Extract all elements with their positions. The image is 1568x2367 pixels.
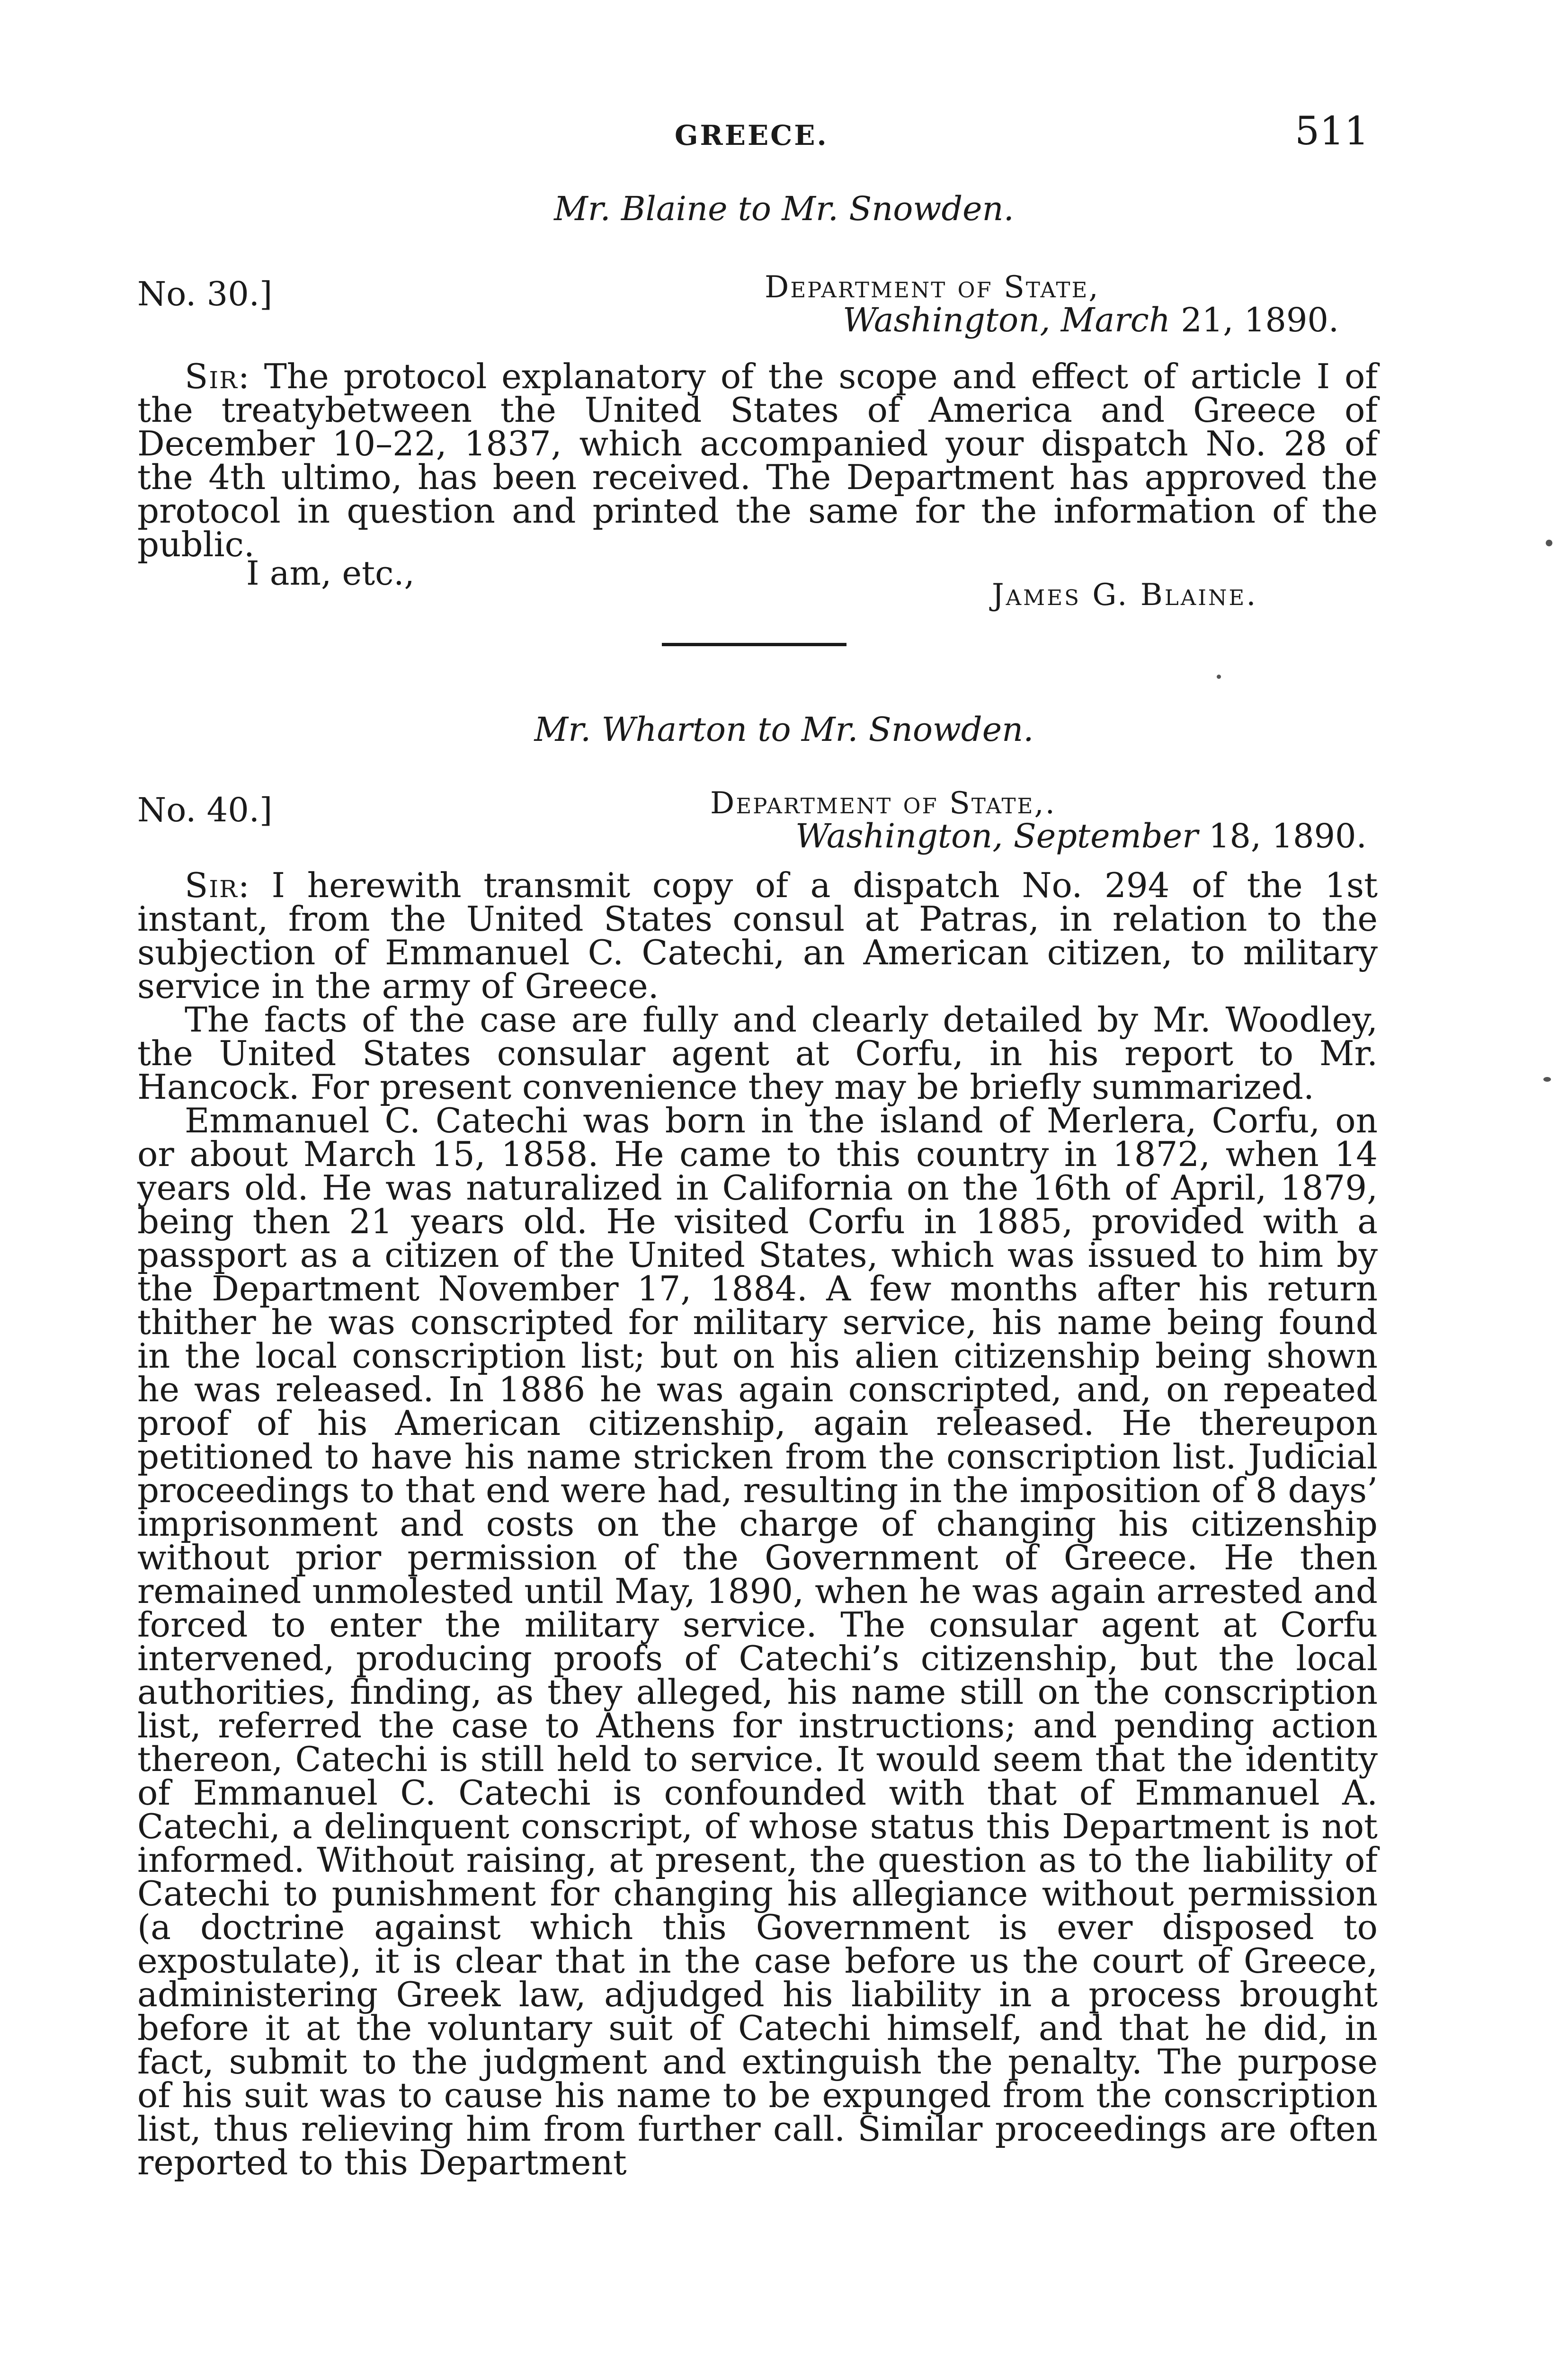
letter-2-place: Washington, — [795, 817, 1003, 855]
running-title: GREECE. — [675, 119, 829, 151]
letter-2-heading: Mr. Wharton to Mr. Snowden. — [534, 710, 1034, 749]
letter-1-salutation: Sir — [185, 356, 238, 396]
letter-1-body — [137, 356, 1378, 564]
scan-speck — [1546, 540, 1552, 546]
letter-2-department: Department of State,. — [710, 786, 1057, 821]
letter-2-paragraph-2: The facts of the case are fully and clearly detailed by Mr. Woodley, the United States consular agent at Corfu, in his report to Mr. Hancock. For present convenience they may be briefly summarized. — [137, 1000, 1378, 1107]
letter-2-date-rest: 18, 1890. — [1208, 817, 1367, 855]
letter-2-salutation: Sir — [185, 865, 238, 905]
page-number: 511 — [1295, 109, 1369, 154]
letter-1-signature: James G. Blaine. — [992, 578, 1258, 613]
letter-2-paragraph-3: Emmanuel C. Catechi was born in the island of Merlera, Corfu, on or about March 15, 1858. He came to this country in 1872, when 14 years old. He was naturalized in California on the 16th of April, 1879, being then 21 years old. He visited Corfu in 1885, provided with a passport as a citizen of the United States, which was issued to him by the Department November 17, 1884. A few months after his return thither he was conscripted for military service, his name being found in the local conscription list; but on his alien citizenship being shown he was released. In 1886 he was again conscripted, and, on repeated proof of his American citizenship, again released. He thereupon petitioned to have his name stricken from the conscription list. Judicial proceedings to that end were had, resulting in the imposition of 8 days’ imprisonment and costs on the charge of changing his citizenship without prior permission of the Government of Greece. He then remained unmolested until May, 1890, when he was again arrested and forced to enter the military service. The consular agent at Corfu intervened, producing proofs of Catechi’s citizenship, but the local authorities, finding, as they alleged, his name still on the conscription list, referred the case to Athens for instructions; and pending action thereon, Catechi is still held to service. It would seem that the identity of Emmanuel C. Catechi is confounded with that of Emmanuel A. Catechi, a delinquent conscript, of whose status this Department is not informed. Without raising, at present, the question as to the liability of Catechi to punishment for changing his allegiance without permission (a doctrine against which this Government is ever disposed to expostulate), it is clear that in the case before us the court of Greece, administering Greek law, adjudged his liability in a process brought before it at the voluntary suit of Catechi himself, and that he did, in fact, submit to the judgment and extinguish the penalty. The purpose of his suit was to cause his name to be expunged from the conscription list, thus relieving him from further call. Similar proceedings are often reported to this Department — [137, 1101, 1378, 2182]
scan-speck — [1543, 1077, 1551, 1082]
letter-2-paragraph-1: Sir: I herewith transmit copy of a dispatch No. 294 of the 1st instant, from the United States consul at Patras, in relation to the subjection of Emmanuel C. Catechi, an American citizen, to military service in the army of Greece. — [137, 865, 1378, 1006]
section-divider — [662, 643, 846, 646]
letter-1-heading: Mr. Blaine to Mr. Snowden. — [554, 189, 1014, 228]
scan-speck — [1217, 675, 1221, 679]
letter-1-department: Department of State, — [765, 270, 1100, 305]
letter-1-number: No. 30.] — [137, 275, 273, 313]
letter-2-number: No. 40.] — [137, 791, 273, 829]
letter-1-place: Washington, — [843, 301, 1051, 339]
letter-1-paragraph: Sir: The protocol explanatory of the scope and effect of article I of the treatybetween the United States of America and Greece of December 10–22, 1837, which accompanied your dispatch No. 28 of the 4th ultimo, has been received. The Department has approved the protocol in question and printed the same for the information of the public. — [137, 356, 1378, 564]
letter-2-date-month: September — [1013, 817, 1198, 855]
letter-1-dateline — [843, 301, 1339, 339]
letter-1-date-rest: 21, 1890. — [1181, 301, 1339, 339]
letter-2-paragraph-1-text: I herewith transmit copy of a dispatch No. 294 of the 1st instant, from the United States consul at Patras, in relation to the subjection of Emmanuel C. Catechi, an American citizen, to military service in the army of Greece. — [137, 865, 1378, 1006]
letter-1-date-month: March — [1060, 301, 1170, 339]
letter-2-dateline — [795, 817, 1367, 855]
letter-2-body — [137, 865, 1378, 2182]
letter-1-closing: I am, etc., — [246, 554, 415, 593]
letter-1-paragraph-text: The protocol explanatory of the scope and effect of article I of the treatybetween the United States of America and Greece of December 10–22, 1837, which accompanied your dispatch No. 28 of the 4th ultimo, has been received. The Department has approved the protocol in question and printed the same for the information of the public. — [137, 356, 1378, 564]
running-head — [0, 109, 1568, 161]
